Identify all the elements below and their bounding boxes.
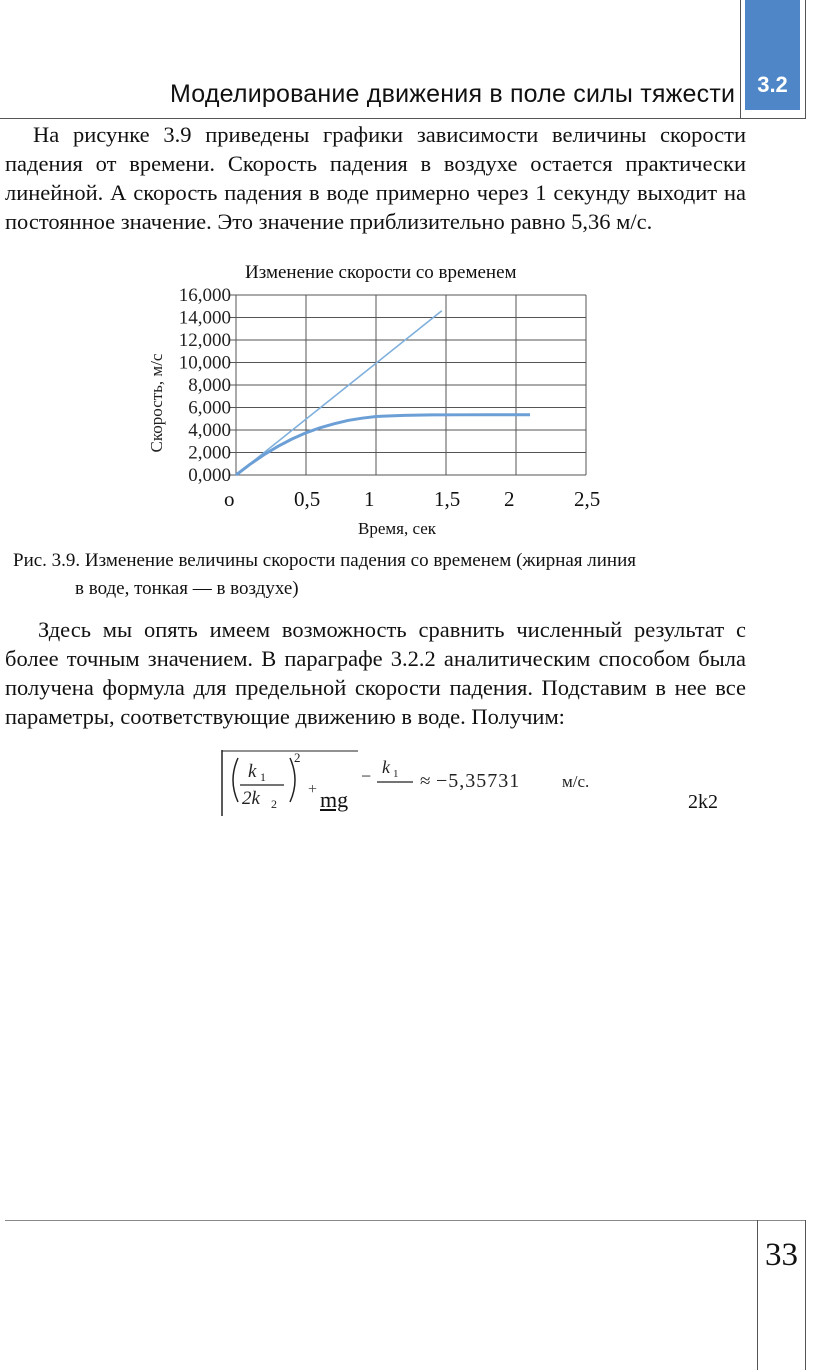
formula-k2-subscript: 2 xyxy=(271,797,277,811)
intro-paragraph: На рисунке 3.9 приведены графики зависимости величины скорости падения от времени. Скорость падения в воздухе остается практически линейной. А скорость падения в воде примерно через 1 секунду выходит на постоянное значение. Это значение приблизительно равно 5,36 м/с. xyxy=(5,122,746,234)
figure-caption-line-1: Рис. 3.9. Изменение величины скорости падения со временем (жирная линия xyxy=(13,550,637,571)
section-tab xyxy=(745,0,800,110)
footer-divider xyxy=(5,1220,806,1221)
y-tick-label: 8,000 xyxy=(188,375,231,396)
y-tick-labels xyxy=(179,285,231,486)
formula-unit: м/с. xyxy=(562,772,590,791)
y-tick-label: 6,000 xyxy=(188,397,231,419)
y-tick-label: 0,000 xyxy=(188,465,231,486)
formula-k1: k xyxy=(248,761,257,782)
formula-k1-right-subscript: 1 xyxy=(393,768,399,780)
chart-grid xyxy=(230,295,586,475)
x-tick-label: o xyxy=(224,487,235,511)
chart-title-text: Изменение скорости со временем xyxy=(245,262,517,283)
formula-approx: ≈ xyxy=(420,771,431,792)
section-tab-label: 3.2 xyxy=(757,72,788,97)
x-tick-label: 1,5 xyxy=(434,487,461,511)
formula-k1-subscript: 1 xyxy=(260,770,266,784)
y-tick-label: 12,000 xyxy=(178,330,231,351)
formula-power: 2 xyxy=(294,750,301,765)
formula-value: −5,35731 xyxy=(436,770,521,792)
figure-caption-line-2: в воде, тонкая — в воздухе) xyxy=(75,578,299,599)
terminal-velocity-formula xyxy=(220,750,640,816)
comparison-paragraph: Здесь мы опять имеем возможность сравнить численный результат с более точным значением. В параграфе 3.2.2 аналитическим способом была получена формула для предельной скорости падения. Подставим в нее все параметры, соответствующие движению в воде. Получим: xyxy=(5,617,746,729)
velocity-chart xyxy=(140,285,600,490)
y-axis-label: Скорость, м/с xyxy=(147,353,166,453)
formula-mg: mg xyxy=(320,787,349,812)
formula-2k2: 2k xyxy=(242,788,260,809)
x-tick-label: 1 xyxy=(364,487,375,511)
page-header-title: Моделирование движения в поле силы тяжести xyxy=(170,80,736,108)
formula-minus: − xyxy=(361,766,372,786)
x-tick-label: 2,5 xyxy=(574,487,601,511)
y-tick-label: 16,000 xyxy=(178,285,231,306)
x-axis-label: Время, сек xyxy=(358,519,437,538)
y-tick-label: 4,000 xyxy=(188,420,231,441)
x-tick-label: 0,5 xyxy=(294,487,321,511)
air-series-line xyxy=(236,311,442,475)
x-tick-label: 2 xyxy=(504,487,515,511)
formula-plus: + xyxy=(308,781,318,798)
header-divider xyxy=(0,118,806,119)
formula-k1-right: k xyxy=(382,757,390,777)
y-tick-label: 10,000 xyxy=(178,352,231,374)
formula-2k2-tail: 2k2 xyxy=(688,791,718,813)
page-number: 33 xyxy=(765,1237,798,1273)
y-tick-label: 14,000 xyxy=(178,307,231,329)
water-series-line xyxy=(236,415,530,475)
y-tick-label: 2,000 xyxy=(188,442,231,464)
